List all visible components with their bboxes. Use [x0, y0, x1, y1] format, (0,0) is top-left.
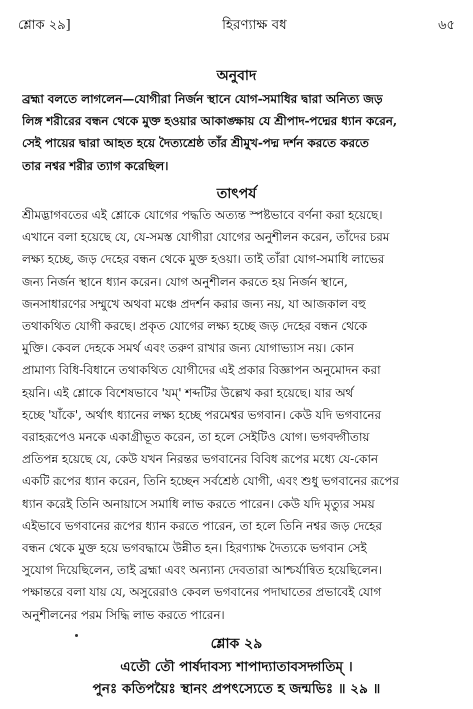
purport-line: পক্ষান্তরে বলা যায় যে, অসুরেরাও কেবল ভগবানের পদাঘাতের প্রভাবেই যোগ — [22, 585, 382, 600]
page-number: ৬৫ — [438, 18, 455, 33]
translation-line: তার নশ্বর শরীর ত্যাগ করেছিল। — [22, 158, 169, 173]
purport-line: সুযোগ দিয়েছিলেন, তাই ব্রহ্মা এবং অন্যান্য দেবতারা আশ্চর্যান্বিত হয়েছিলেন। — [22, 563, 382, 578]
purport-line: ধ্যান করেই তিনি অনায়াসে সমাধি লাভ করতে পারেন। কেউ যদি মৃত্যুর সময় — [22, 496, 375, 511]
purport-heading: তাৎপর্য — [216, 186, 257, 202]
purport-line: মুক্তি। কেবল দেহকে সমর্থ এবং তরুণ রাখার জন্য যোগাভ্যাস নয়। কোন — [22, 341, 354, 356]
purport-line: তথাকথিত যোগী করছে। প্রকৃত যোগের লক্ষ্য হচ্ছে জড় দেহের বন্ধন থেকে — [22, 319, 368, 334]
purport-line: বন্ধন থেকে মুক্ত হয়ে ভগবদ্ধামে উন্নীত হন। হিরণ্যাক্ষ দৈত্যকে ভগবান সেই — [22, 541, 367, 556]
running-header — [18, 14, 455, 37]
purport-line: এইভাবে ভগবানের রূপের ধ্যান করতে পারেন, তা হলে তিনি নশ্বর জড় দেহের — [22, 518, 382, 533]
translation-line: লিঙ্গ শরীরের বন্ধন থেকে মুক্ত হওয়ার আকাঙ্ক্ষায় যে শ্রীপাদ-পদ্মের ধ্যান করেন, — [22, 114, 397, 129]
translation-line: ব্রহ্মা বলতে লাগলেন—যোগীরা নির্জন স্থানে যোগ-সমাধির দ্বারা অনিত্য জড় — [22, 92, 383, 106]
verse-line: পুনঃ কতিপয়ৈঃ স্থানং প্রপৎস্যেতে হ জন্মভিঃ ॥ ২৯ ॥ — [92, 681, 381, 697]
verse-heading: শ্লোক ২৯ — [210, 636, 263, 652]
purport-line: বরাহরূপেও মনকে একাগ্রীভূত করেন, তা হলে সেইটিও যোগ। ভগবদ্গীতায় — [22, 430, 370, 445]
purport-line: শ্রীমদ্ভাগবতের এই শ্লোকে যোগের পদ্ধতি অত্যন্ত স্পষ্টভাবে বর্ণনা করা হয়েছে। — [22, 208, 383, 222]
purport-text — [22, 204, 454, 626]
translation-heading: অনুবাদ — [216, 68, 257, 84]
purport-line: জনসাধারণের সম্মুখে অথবা মঞ্চে প্রদর্শন করার জন্য নয়, যা আজকাল বহু — [22, 296, 366, 311]
purport-line: প্রতিপন্ন হয়েছে যে, কেউ যখন নিরন্তর ভগবানের বিবিধ রূপের মধ্যে যে-কোন — [22, 452, 378, 467]
purport-line: এখানে বলা হয়েছে যে, যে-সমস্ত যোগীরা যোগের অনুশীলন করেন, তাঁদের চরম — [22, 230, 390, 245]
verse-line: এতৌ তৌ পার্ষদাবস্য শাপাদ্যাতাবসদ্গতিম্ । — [120, 659, 353, 675]
header-verse-ref: শ্লোক ২৯] — [18, 18, 71, 33]
purport-line: অনুশীলনের পরম সিদ্ধি লাভ করতে পারেন। — [22, 607, 225, 622]
purport-line: প্রামাণ্য বিধি-বিধানে তথাকথিত যোগীদের এই প্রকার বিজ্ঞাপন অনুমোদন করা — [22, 363, 381, 378]
header-chapter-title: হিরণ্যাক্ষ বধ — [222, 17, 287, 33]
purport-line: জন্য নির্জন স্থানে ধ্যান করেন। যোগ অনুশীলন করতে হয় নির্জন স্থানে, — [22, 274, 348, 289]
purport-line: হয়নি। এই শ্লোকে বিশেষভাবে 'যম্' শব্দটির উল্লেখ করা হয়েছে। যার অর্থ — [22, 385, 354, 400]
purport-line: লক্ষ্য হচ্ছে, জড় দেহের বন্ধন থেকে মুক্ত হওয়া। তাই তাঁরা যোগ-সমাধি লাভের — [22, 252, 385, 267]
purport-line: হচ্ছে 'যাঁকে', অর্থাৎ ধ্যানের লক্ষ্য হচ্ছে পরমেশ্বর ভগবান। কেউ যদি ভগবানের — [22, 407, 381, 422]
purport-line: একটি রূপের ধ্যান করেন, তিনি হচ্ছেন সর্বশ্রেষ্ঠ যোগী, এবং শুধু ভগবানের রূপের — [22, 474, 399, 489]
verse-text — [0, 656, 473, 700]
translation-text — [22, 88, 454, 177]
translation-line: সেই পায়ের দ্বারা আহত হয়ে দৈত্যশ্রেষ্ঠ তাঁর শ্রীমুখ-পদ্ম দর্শন করতে করতে — [22, 136, 369, 151]
